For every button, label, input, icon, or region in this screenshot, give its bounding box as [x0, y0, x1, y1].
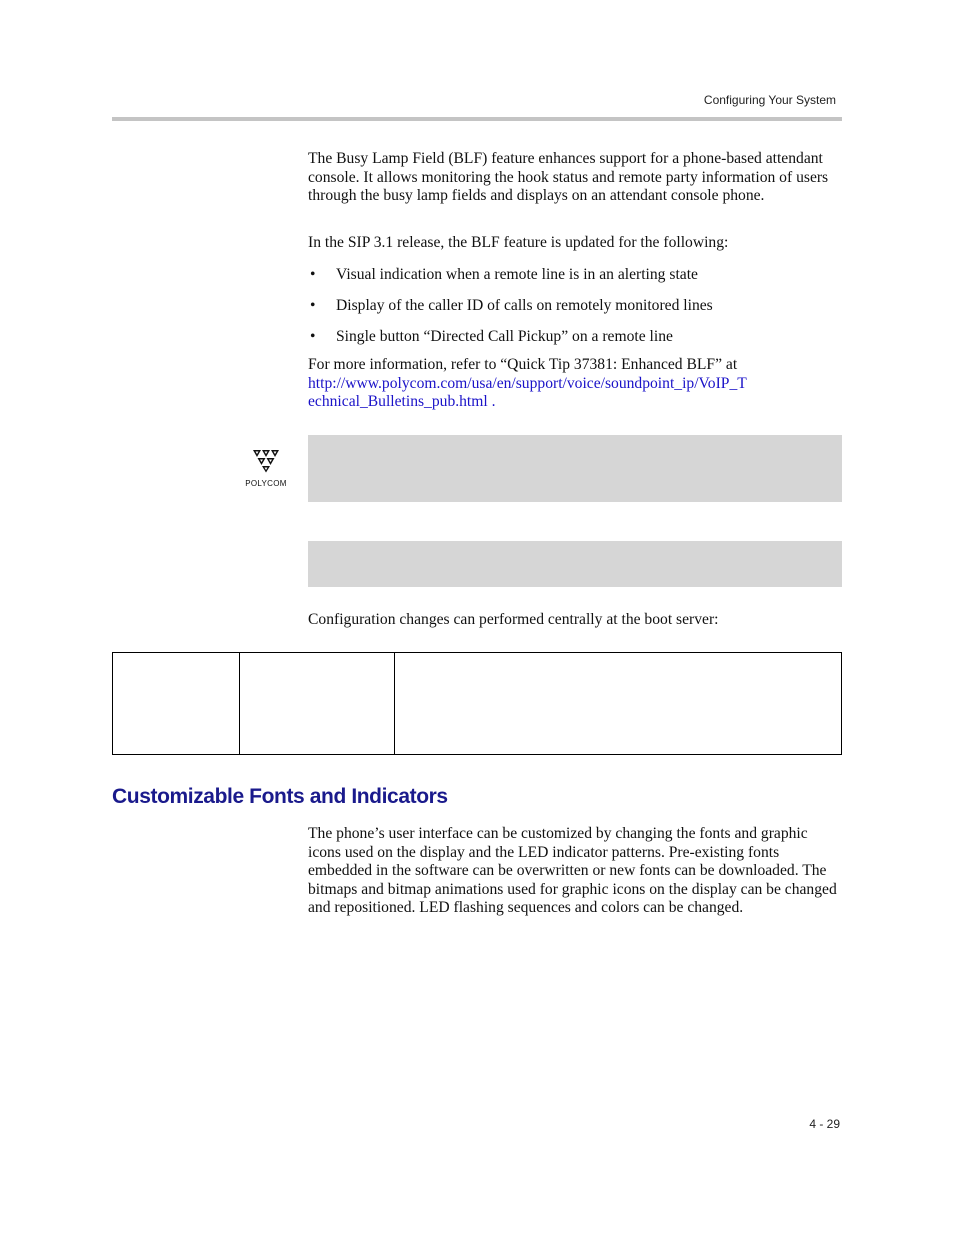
page-number: 4 - 29 [809, 1117, 840, 1131]
polycom-triangles-icon [252, 449, 280, 473]
bulletins-link-suffix[interactable]: . [487, 393, 496, 411]
bulletins-link-line1[interactable]: http://www.polycom.com/usa/en/support/voice/soundpoint_ip/VoIP_T [308, 374, 747, 392]
config-paragraph [308, 611, 842, 630]
running-header: Configuring Your System [703, 93, 836, 107]
bullet-icon: • [310, 266, 316, 283]
fonts-paragraph [308, 825, 842, 918]
table-cell [113, 653, 240, 755]
more-info-paragraph [308, 356, 842, 412]
intro-paragraph [308, 150, 842, 206]
section-heading: Customizable Fonts and Indicators [112, 785, 448, 808]
bullet-icon: • [310, 328, 316, 345]
list-item-text: Single button “Directed Call Pickup” on a remote line [336, 328, 673, 345]
bullet-icon: • [310, 297, 316, 314]
config-paragraph-text: Configuration changes can performed centrally at the boot server: [308, 611, 719, 628]
release-paragraph [308, 234, 842, 253]
list-item-text: Display of the caller ID of calls on remotely monitored lines [336, 297, 713, 314]
more-info-text: For more information, refer to “Quick Tip 37381: Enhanced BLF” at [308, 356, 738, 373]
polycom-logo [236, 449, 296, 488]
intro-paragraph-text: The Busy Lamp Field (BLF) feature enhances support for a phone-based attendant console. It allows monitoring the hook status and remote party information of users through the busy lamp fields and displays on an attendant console phone. [308, 150, 829, 205]
configuration-table [112, 652, 842, 755]
fonts-paragraph-text: The phone’s user interface can be customized by changing the fonts and graphic icons used on the display and the LED indicator patterns. Pre-existing fonts embedded in the software can be overwritten or new fonts can be downloaded. The bitmaps and bitmap animations used for graphic icons on the display can be changed and repositioned. LED flashing sequences and colors can be changed. [308, 825, 837, 917]
note-box [308, 435, 842, 502]
list-item-text: Visual indication when a remote line is in an alerting state [336, 266, 698, 283]
polycom-wordmark: POLYCOM [245, 479, 287, 488]
table-row [113, 653, 842, 755]
table-cell [240, 653, 395, 755]
release-paragraph-text: In the SIP 3.1 release, the BLF feature is updated for the following: [308, 234, 729, 251]
table-cell [395, 653, 842, 755]
header-rule [112, 117, 842, 121]
bulletins-link-line2[interactable]: echnical_Bulletins_pub.html [308, 393, 488, 411]
bulletins-link[interactable] [308, 375, 747, 411]
note-box-secondary [308, 541, 842, 587]
